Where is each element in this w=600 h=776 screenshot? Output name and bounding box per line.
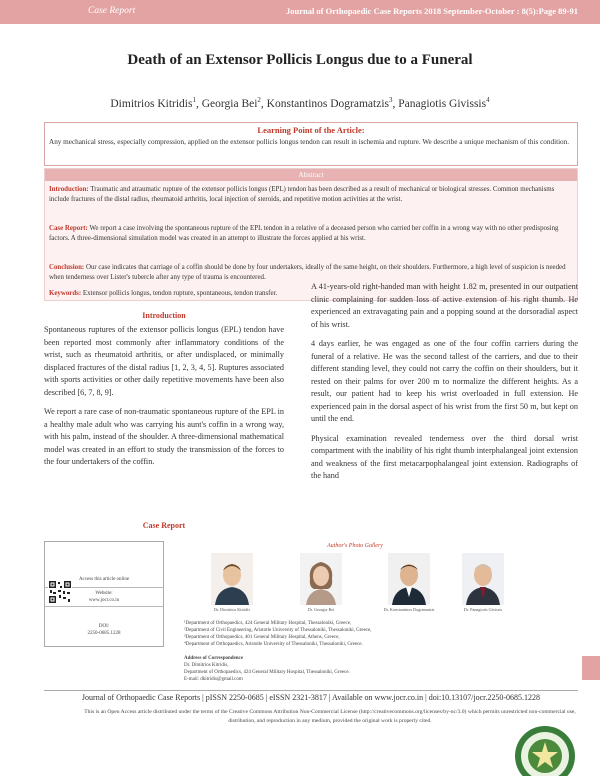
qr-code-icon bbox=[48, 580, 72, 604]
website-link[interactable]: www.jocr.co.in bbox=[88, 598, 120, 603]
introduction-paragraph: Spontaneous ruptures of the extensor pollicis longus (EPL) tendon have been reported most commonly after inflammatory conditions of the wrist, such as rheumatoid arthritis, or after undisplaced, or minimally displaced fractures of the distal radius [1, 2, 3, 4, 5]. Ruptures associated with sports activities or other daily repetitive movements have been also described [6, 7, 8, 9]. bbox=[44, 325, 284, 397]
header-bar bbox=[0, 0, 600, 24]
abstract-conclusion: Conclusion: Our case indicates that carriage of a coffin should be done by four undertakers, ideally of the same height, on their shoulders. Furthermore, a high level of suspicion is needed when tenderness over Lister's tubercle after any type of trauma is encountered. bbox=[49, 264, 566, 282]
learning-point-title: Learning Point of the Article: bbox=[257, 125, 365, 135]
photo-caption: Dr. Dimitrios Kitridis bbox=[213, 607, 251, 612]
author-name: Panagiotis Givissis bbox=[398, 97, 487, 110]
affiliation-line: ¹Department of Orthopaedics, 424 General Military Hospital, Thessaloniki, Greece, bbox=[184, 621, 352, 626]
abstract-header: Abstract bbox=[45, 169, 577, 181]
learning-point-text: Any mechanical stress, especially compression, applied on the extensor pollicis longus tendon can result in ischemia and rupture. We describe a unique mechanism of this condition. bbox=[49, 138, 570, 146]
learning-point-box bbox=[44, 122, 578, 166]
abstract-case-report: Case Report: We report a case involving the spontaneous rupture of the EPL tendon in a relative of a deceased person who carried her coffin in a wrong way with no other predisposing factors. A three-dimensional simulation model was created in an attempt to illustrate the forces applied at his wrist. bbox=[49, 225, 559, 243]
doi-value: 2250-0685.1228 bbox=[87, 631, 121, 636]
affiliation-line: ²Department of Civil Engineering, Aristotle University of Thessaloniki, Thessaloniki, Greece, bbox=[184, 628, 372, 633]
affiliations bbox=[184, 620, 574, 648]
affiliation-line: ³Department of Orthopaedics, 401 General Military Hospital, Athens, Greece, bbox=[184, 635, 340, 640]
sidebar-heading: Case Report bbox=[142, 521, 186, 530]
case-paragraph: A 41-years-old right-handed man with height 1.82 m, presented in our outpatient clinic complaining for sudden loss of active extension of his right thumb. He experienced an extravagating pain and a popping sound at the dorsoradial aspect of his wrist. bbox=[311, 282, 578, 329]
author-list: Dimitrios Kitridis$^1$, Georgia Bei$^2$, Konstantinos Dogramatzis$^3$, Panagiotis Givissis$^4$ bbox=[110, 96, 490, 110]
journal-seal-icon bbox=[513, 724, 577, 776]
photo-caption: Dr. Georgia Bei bbox=[307, 607, 335, 612]
access-label: Access this article online bbox=[78, 577, 130, 582]
photo-caption: Dr. Konstantinos Dogramatzis bbox=[383, 607, 435, 612]
article-type-tag: Case Report bbox=[88, 6, 136, 16]
introduction-column bbox=[44, 324, 284, 476]
page-number-tab bbox=[582, 656, 600, 680]
author-name: Konstantinos Dogramatzis bbox=[266, 97, 389, 110]
photo-caption: Dr. Panagiotis Givissis bbox=[463, 607, 503, 612]
gallery-heading: Author's Photo Gallery bbox=[327, 543, 383, 549]
introduction-paragraph: We report a rare case of non-traumatic spontaneous rupture of the EPL in a healthy male adult who was carrying his aunt's coffin in a wrong way, with his palm, instead of the shoulder. A three-dimensional mathematical model was created in an effort to study the transmission of the forces to the four undertakers of the coffin. bbox=[44, 407, 284, 466]
footer-divider bbox=[44, 690, 578, 691]
author-photo bbox=[388, 553, 430, 605]
author-name: Georgia Bei bbox=[201, 97, 258, 110]
author-photo bbox=[300, 553, 342, 605]
correspondence bbox=[184, 655, 574, 683]
doi-label: DOI: bbox=[98, 624, 110, 629]
article-title: Death of an Extensor Pollicis Longus due to a Funeral bbox=[127, 52, 473, 68]
footer-journal-info: Journal of Orthopaedic Case Reports | pISSN 2250-0685 | eISSN 2321-3817 | Available on www.jocr.co.in | doi:10.13107/jocr.2250-0685.1228 bbox=[81, 693, 541, 702]
website-label: Website: bbox=[95, 591, 113, 596]
journal-citation: Journal of Orthopaedic Case Reports 2018 September-October : 8(5):Page 89-91 bbox=[285, 6, 578, 16]
author-photo bbox=[211, 553, 253, 605]
abstract-introduction: Introduction: Traumatic and atraumatic rupture of the extensor pollicis longus (EPL) tendon has been described as a result of mechanical or biological stresses. Common mechanisms include fractures of the distal radius, rheumatoid arthritis, local injection of steroids, and repetitive motion activities at the wrist. bbox=[49, 186, 555, 204]
case-paragraph: Physical examination revealed tenderness over the third dorsal wrist compartment with the inability of his right thumb interphalangeal joint extension and weakness of the first metacarpophalangeal joint extension. Radiographs of the hand bbox=[311, 433, 578, 480]
footer-license: This is an Open Access article distributed under the terms of the Creative Commons Attribution Non-Commercial License (http://creativecommons.org/licenses/by-nc/3.0) which permits unrestricted non-commercial use, distribution, and reproduction in any medium, provided the original work is properly cited. bbox=[84, 709, 576, 724]
author-photo bbox=[462, 553, 504, 605]
correspondence-address: Department of Orthopaedics, 424 General Military Hospital, Thessaloniki, Greece. bbox=[184, 670, 350, 675]
correspondence-heading: Address of Correspondence bbox=[184, 656, 243, 661]
correspondence-name: Dr. Dimitrios Kitridis, bbox=[184, 663, 229, 668]
introduction-heading: Introduction bbox=[142, 311, 186, 320]
correspondence-email[interactable]: E-mail: dkitridis@gmail.com bbox=[184, 677, 243, 682]
case-paragraph: 4 days earlier, he was engaged as one of the four coffin carriers during the funeral of a relative. He was the second tallest of the carriers, and due to their different standing level, they could not carry the coffin on their shoulders, but it rested on their palms for over 200 m to normalize the different heights. As a result, our patient had to keep his wrist overloaded in full extension. He experienced pain in the dorsal aspect of his wrist from the first 50 m, but kept on until the end. bbox=[311, 339, 578, 423]
abstract-keywords: Keywords: Extensor pollicis longus, tendon rupture, spontaneous, tendon transfer. bbox=[49, 290, 278, 297]
author-name: Dimitrios Kitridis bbox=[110, 97, 193, 110]
affiliation-line: ⁴Department of Orthopaedics, Aristotle University of Thessaloniki, Thessaloniki, Greece. bbox=[184, 642, 363, 647]
case-column bbox=[311, 281, 578, 490]
